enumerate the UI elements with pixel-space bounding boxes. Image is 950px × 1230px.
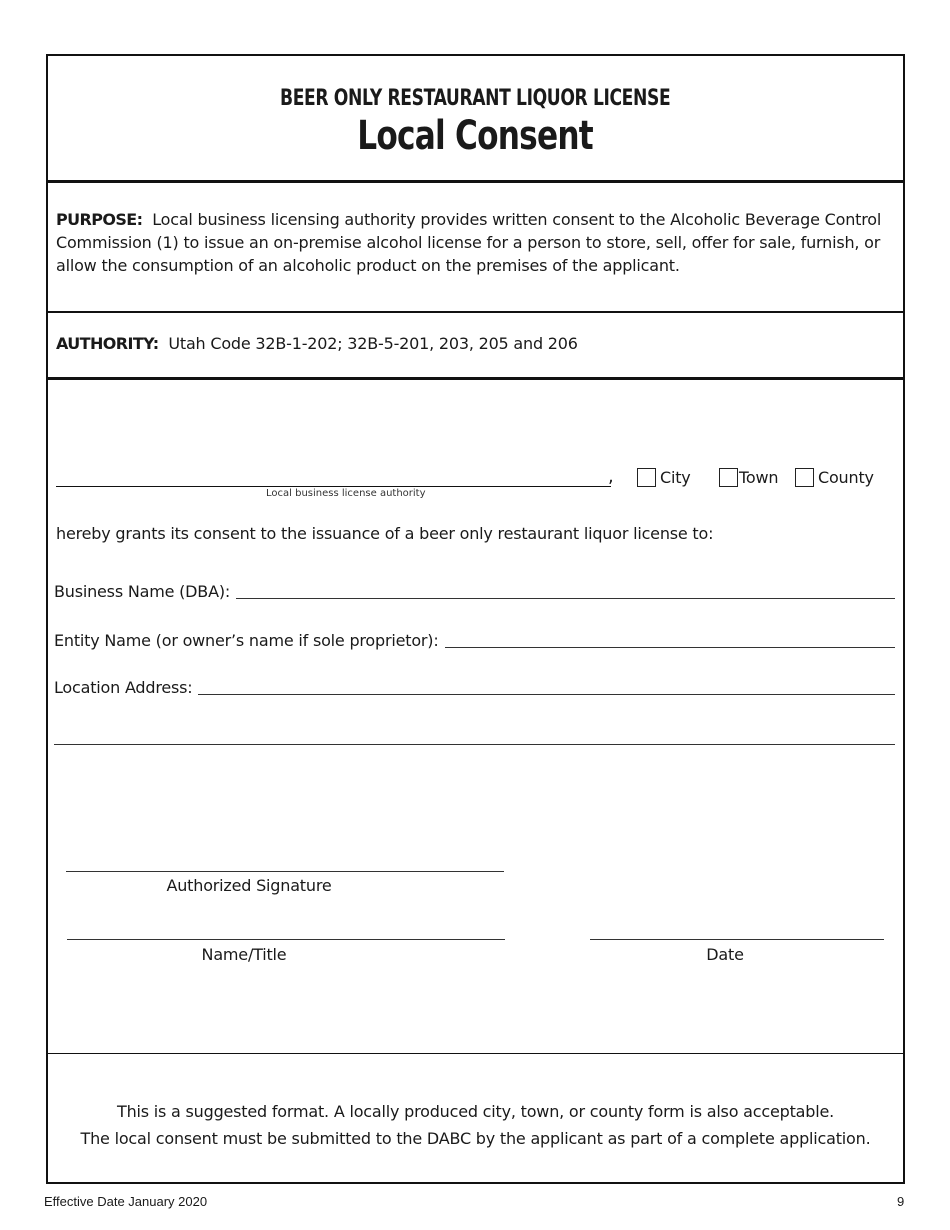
grants-text: hereby grants its consent to the issuance of a beer only restaurant liquor license to: bbox=[56, 524, 714, 543]
checkbox-box[interactable] bbox=[719, 468, 738, 487]
authority-caption: Local business license authority bbox=[266, 488, 426, 499]
effective-date: Effective Date January 2020 bbox=[44, 1194, 208, 1209]
authority-name-input[interactable] bbox=[56, 486, 611, 487]
entity-name-input[interactable] bbox=[445, 646, 895, 648]
note-line-2: The local consent must be submitted to the DABC by the applicant as part of a complete application. bbox=[80, 1129, 871, 1148]
name-title-label: Name/Title bbox=[201, 945, 287, 964]
purpose-label: PURPOSE: bbox=[56, 210, 143, 229]
location-input[interactable] bbox=[198, 693, 895, 695]
city-label: City bbox=[660, 468, 691, 487]
authorized-signature-label: Authorized Signature bbox=[166, 876, 332, 895]
authority-text: Utah Code 32B-1-202; 32B-5-201, 203, 205 and 206 bbox=[168, 334, 578, 353]
form-subtitle: BEER ONLY RESTAURANT LIQUOR LICENSE bbox=[280, 86, 671, 111]
divider bbox=[48, 311, 903, 313]
town-label: Town bbox=[739, 468, 779, 487]
divider bbox=[48, 1053, 903, 1054]
authority-section bbox=[56, 334, 578, 353]
purpose-text: Local business licensing authority provides written consent to the Alcoholic Beverage Control Commission (1) to issue an on-premise alcohol license for a person to store, sell, offer for sale, furnish, or allow the consumption of an alcoholic product on the premises of the applicant. bbox=[56, 210, 882, 275]
business-name-field[interactable] bbox=[54, 582, 895, 601]
divider bbox=[48, 180, 903, 183]
name-title-input[interactable] bbox=[67, 939, 505, 940]
checkbox-box[interactable] bbox=[795, 468, 814, 487]
city-checkbox[interactable] bbox=[637, 468, 691, 487]
county-checkbox[interactable] bbox=[795, 468, 874, 487]
county-label: County bbox=[818, 468, 874, 487]
note-section bbox=[48, 1098, 903, 1152]
date-input[interactable] bbox=[590, 939, 884, 940]
date-label: Date bbox=[706, 945, 744, 964]
form-frame bbox=[46, 54, 905, 1184]
form-title: Local Consent bbox=[357, 113, 594, 159]
entity-name-field[interactable] bbox=[54, 631, 895, 650]
business-name-input[interactable] bbox=[236, 597, 895, 599]
business-name-label: Business Name (DBA): bbox=[54, 582, 231, 601]
title-block bbox=[48, 86, 903, 159]
checkbox-box[interactable] bbox=[637, 468, 656, 487]
purpose-section bbox=[56, 208, 896, 277]
location-input-line-2[interactable] bbox=[54, 744, 895, 745]
town-checkbox[interactable] bbox=[719, 468, 778, 487]
authorized-signature-input[interactable] bbox=[66, 871, 504, 872]
divider bbox=[48, 377, 903, 380]
location-label: Location Address: bbox=[54, 678, 193, 697]
comma: , bbox=[608, 466, 614, 487]
authority-label: AUTHORITY: bbox=[56, 334, 159, 353]
page-number: 9 bbox=[897, 1194, 905, 1209]
location-field[interactable] bbox=[54, 678, 895, 697]
entity-name-label: Entity Name (or owner’s name if sole proprietor): bbox=[54, 631, 439, 650]
note-line-1: This is a suggested format. A locally produced city, town, or county form is also acceptable. bbox=[117, 1102, 834, 1121]
